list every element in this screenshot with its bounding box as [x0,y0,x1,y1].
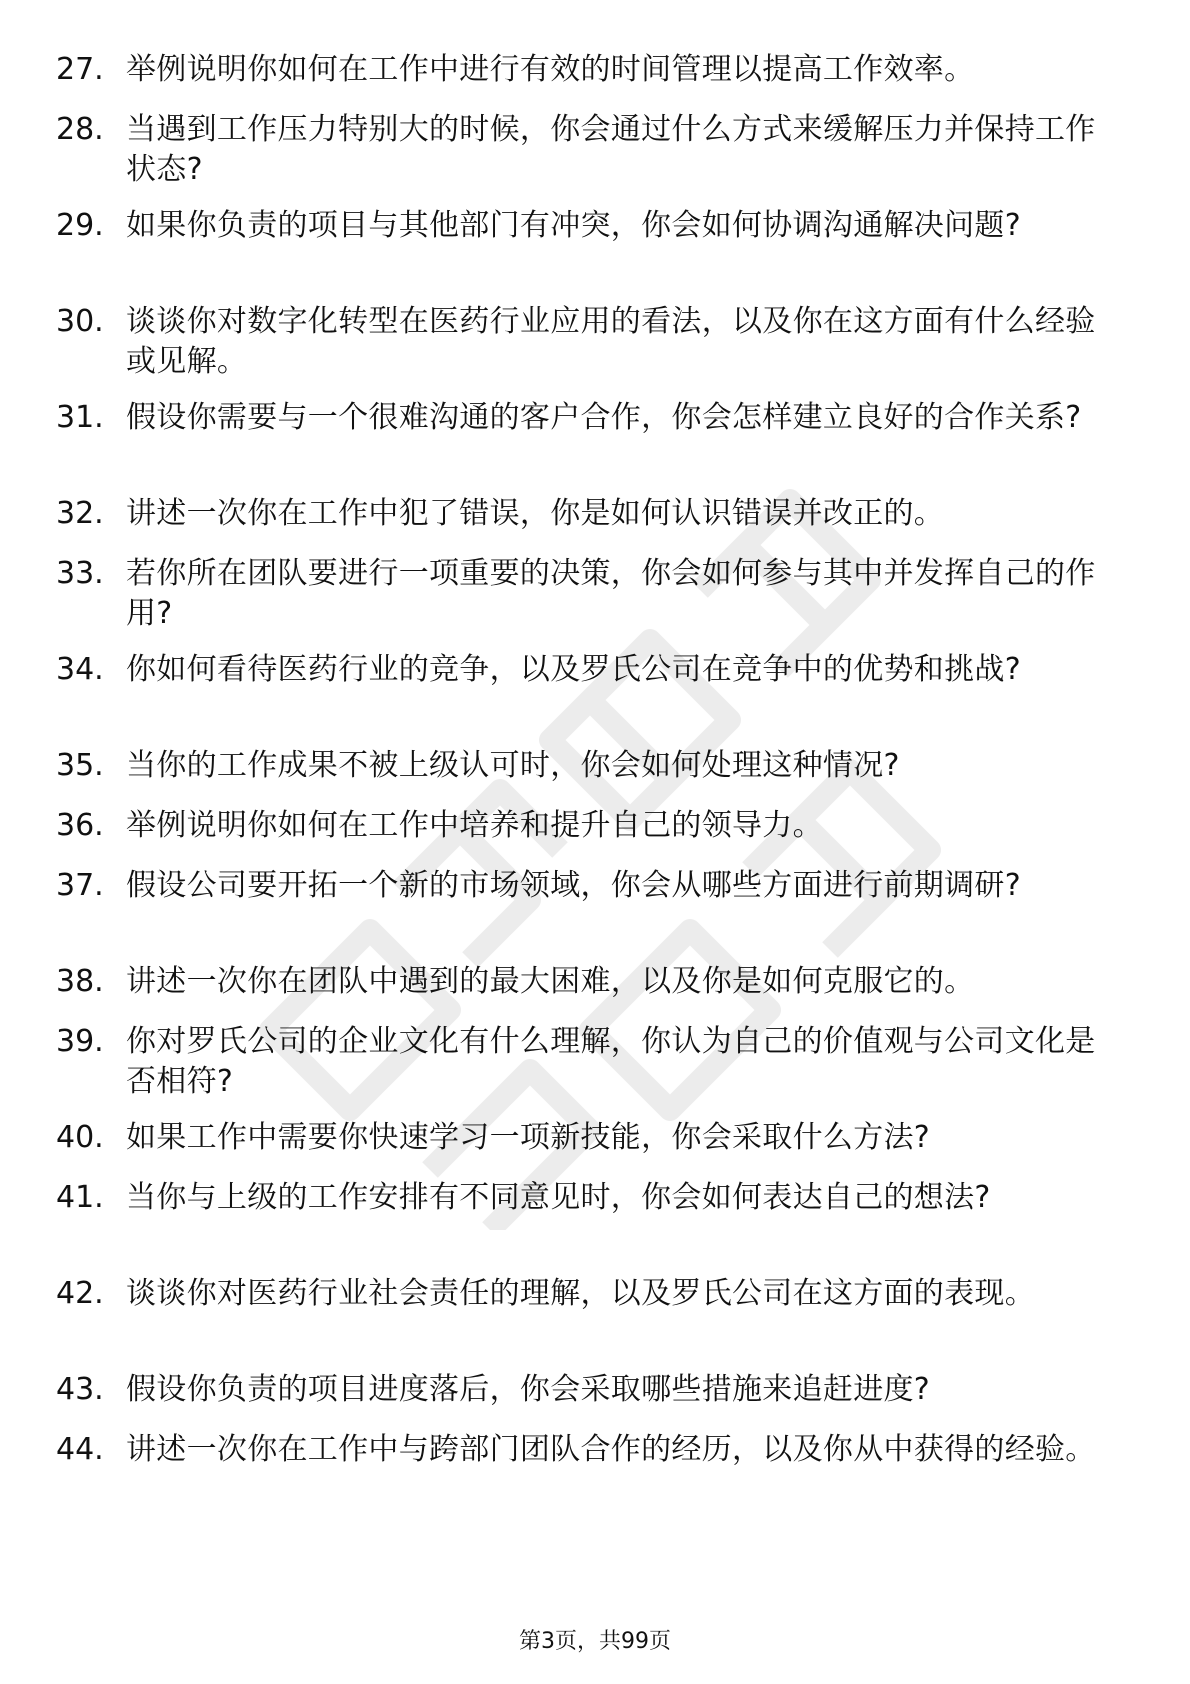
question-number: 36. [56,808,104,843]
question-number: 39. [56,1024,104,1059]
question-number: 31. [56,400,104,435]
question-number: 41. [56,1180,104,1215]
question-number: 38. [56,964,104,999]
question-text: 假设你需要与一个很难沟通的客户合作，你会怎样建立良好的合作关系? [126,400,1082,435]
question-text: 举例说明你如何在工作中进行有效的时间管理以提高工作效率。 [126,52,975,87]
page-footer [0,1628,1190,1656]
question-text: 如果你负责的项目与其他部门有冲突，你会如何协调沟通解决问题? [126,208,1021,243]
question-number: 33. [56,556,104,591]
question-text: 谈谈你对医药行业社会责任的理解，以及罗氏公司在这方面的表现。 [126,1276,1035,1311]
question-number: 28. [56,112,104,147]
question-text: 如果工作中需要你快速学习一项新技能，你会采取什么方法? [126,1120,931,1155]
question-number: 37. [56,868,104,903]
question-text: 举例说明你如何在工作中培养和提升自己的领导力。 [126,808,823,843]
question-text: 假设公司要开拓一个新的市场领域，你会从哪些方面进行前期调研? [126,868,1021,903]
question-text: 谈谈你对数字化转型在医药行业应用的看法，以及你在这方面有什么经验或见解。 [126,304,1096,379]
question-text: 讲述一次你在工作中与跨部门团队合作的经历，以及你从中获得的经验。 [126,1432,1096,1467]
question-text: 你对罗氏公司的企业文化有什么理解，你认为自己的价值观与公司文化是否相符? [126,1024,1096,1099]
question-number: 40. [56,1120,104,1155]
question-number: 44. [56,1432,104,1467]
question-number: 30. [56,304,104,339]
question-text: 当你与上级的工作安排有不同意见时，你会如何表达自己的想法? [126,1180,991,1215]
question-text: 讲述一次你在工作中犯了错误，你是如何认识错误并改正的。 [126,496,945,531]
question-number: 29. [56,208,104,243]
question-number: 43. [56,1372,104,1407]
question-number: 27. [56,52,104,87]
question-text: 你如何看待医药行业的竞争，以及罗氏公司在竞争中的优势和挑战? [126,652,1021,687]
page-number-label: 第3页，共99页 [519,1629,671,1654]
question-number: 42. [56,1276,104,1311]
question-text: 当遇到工作压力特别大的时候，你会通过什么方式来缓解压力并保持工作状态? [126,112,1096,187]
question-text: 当你的工作成果不被上级认可时，你会如何处理这种情况? [126,748,900,783]
question-text: 讲述一次你在团队中遇到的最大困难，以及你是如何克服它的。 [126,964,975,999]
question-text: 假设你负责的项目进度落后，你会采取哪些措施来追赶进度? [126,1372,931,1407]
question-number: 35. [56,748,104,783]
question-text: 若你所在团队要进行一项重要的决策，你会如何参与其中并发挥自己的作用? [126,556,1096,631]
question-number: 32. [56,496,104,531]
question-number: 34. [56,652,104,687]
